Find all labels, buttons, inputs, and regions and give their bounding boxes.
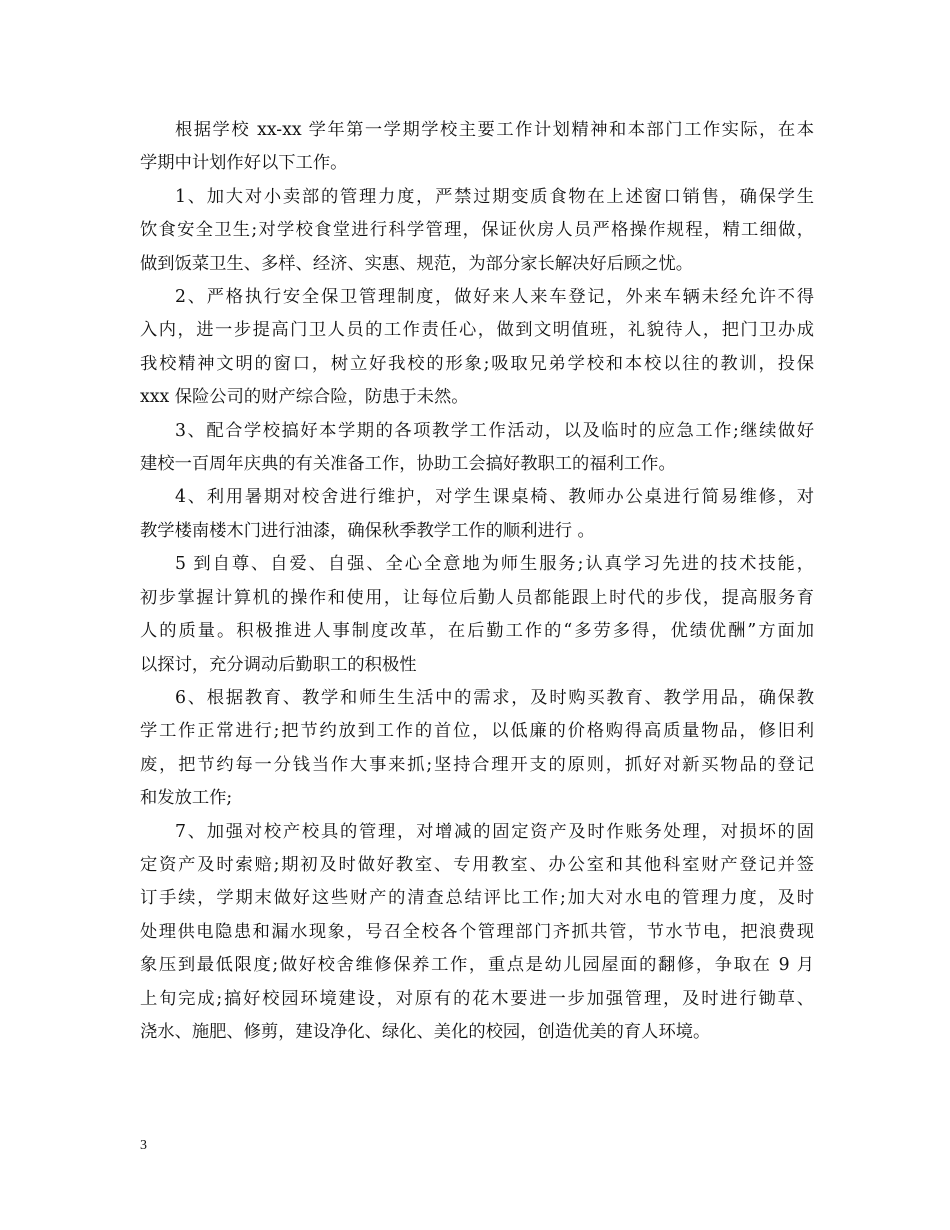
text-line: 1、加大对小卖部的管理力度，严禁过期变质食物在上述窗口销售，确保学生 xyxy=(175,186,814,207)
paragraph xyxy=(140,816,814,1050)
text-line: 4、利用暑期对校舍进行维护，对学生课桌椅、教师办公桌进行简易维修，对 xyxy=(175,487,814,508)
text-line: 我校精神文明的窗口，树立好我校的形象;吸取兄弟学校和本校以往的教训，投保 xyxy=(140,353,814,374)
paragraph xyxy=(140,181,814,281)
text-line: 学期中计划作好以下工作。 xyxy=(140,153,348,174)
text-line: 教学楼南楼木门进行油漆，确保秋季教学工作的顺利进行 。 xyxy=(140,520,595,541)
paragraph xyxy=(140,481,814,548)
text-line: 浇水、施肥、修剪，建设净化、绿化、美化的校园，创造优美的育人环境。 xyxy=(140,1021,711,1042)
paragraph xyxy=(140,415,814,482)
text-line: 饮食安全卫生;对学校食堂进行科学管理，保证伙房人员严格操作规程，精工细做， xyxy=(140,220,814,241)
text-line: 废，把节约每一分钱当作大事来抓;坚持合理开支的原则，抓好对新买物品的登记 xyxy=(140,754,814,775)
text-line: 学工作正常进行;把节约放到工作的首位，以低廉的价格购得高质量物品，修旧利 xyxy=(140,721,814,742)
text-line: 订手续，学期末做好这些财产的清查总结评比工作;加大对水电的管理力度，及时 xyxy=(140,888,814,909)
text-line: 根据学校 xx-xx 学年第一学期学校主要工作计划精神和本部门工作实际，在本 xyxy=(175,120,814,140)
text-line: 以探讨，充分调动后勤职工的积极性 xyxy=(140,654,417,675)
text-line: 上旬完成;搞好校园环境建设，对原有的花木要进一步加强管理，及时进行锄草、 xyxy=(140,988,814,1009)
text-line: 入内，进一步提高门卫人员的工作责任心，做到文明值班，礼貌待人，把门卫办成 xyxy=(140,320,814,341)
text-line: xxx 保险公司的财产综合险，防患于未然。 xyxy=(140,387,469,408)
paragraph xyxy=(140,682,814,816)
paragraph xyxy=(140,281,814,415)
page-number: 3 xyxy=(140,1138,147,1153)
text-line: 和发放工作; xyxy=(140,788,233,809)
text-line: 5 到自尊、自爱、自强、全心全意地为师生服务;认真学习先进的技术技能， xyxy=(175,554,814,575)
text-line: 定资产及时索赔;期初及时做好教室、专用教室、办公室和其他科室财产登记并签 xyxy=(140,854,814,875)
text-line: 3、配合学校搞好本学期的各项教学工作活动，以及临时的应急工作;继续做好 xyxy=(175,420,814,441)
text-line: 人的质量。积极推进人事制度改革，在后勤工作的“多劳多得，优绩优酬”方面加 xyxy=(140,621,814,642)
document-body xyxy=(140,114,814,1049)
text-line: 6、根据教育、教学和师生生活中的需求，及时购买教育、教学用品，确保教 xyxy=(175,687,814,708)
paragraph xyxy=(140,548,814,682)
text-line: 7、加强对校产校具的管理，对增减的固定资产及时作账务处理，对损坏的固 xyxy=(175,821,814,842)
text-line: 建校一百周年庆典的有关准备工作，协助工会搞好教职工的福利工作。 xyxy=(140,454,676,475)
text-line: 象压到最低限度;做好校舍维修保养工作，重点是幼儿园屋面的翻修，争取在 9 月 xyxy=(140,955,814,976)
text-line: 初步掌握计算机的操作和使用，让每位后勤人员都能跟上时代的步伐，提高服务育 xyxy=(140,587,814,608)
text-line: 处理供电隐患和漏水现象，号召全校各个管理部门齐抓共管，节水节电，把浪费现 xyxy=(140,921,814,942)
text-line: 2、严格执行安全保卫管理制度，做好来人来车登记，外来车辆未经允许不得 xyxy=(175,287,814,308)
text-line: 做到饭菜卫生、多样、经济、实惠、规范，为部分家长解决好后顾之忧。 xyxy=(140,253,694,274)
paragraph xyxy=(140,114,814,181)
